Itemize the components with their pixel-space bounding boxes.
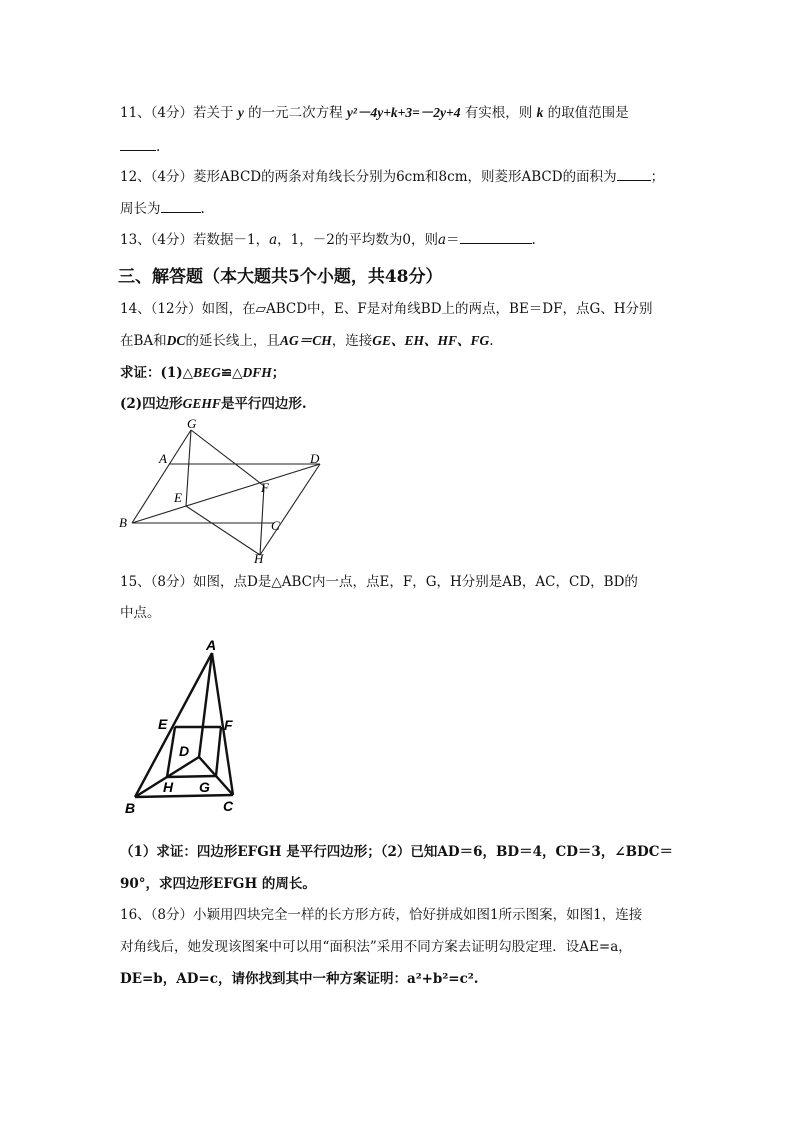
label-F: F [261, 480, 269, 495]
segment-GE [186, 430, 191, 506]
label-B: B [125, 800, 136, 816]
q13-line1: 13、（4分）若数据－1，a，1，－2的平均数为0，则a＝ . [120, 229, 536, 249]
q15-triangle-figure [115, 635, 255, 820]
q14-parallelogram-figure [110, 410, 340, 570]
q14-proof-1: 求证：(1)△BEG≌△DFH； [120, 365, 286, 381]
label-B: B [119, 515, 127, 530]
label-D: D [179, 743, 190, 759]
q12-line2: 周长为 . [120, 198, 205, 218]
label-H: H [163, 779, 174, 795]
label-G: G [187, 416, 197, 431]
q14-line1: 14、（12分）如图，在▱ABCD中，E、F是对角线BD上的两点，BE＝DF，点G、H分别 [120, 301, 653, 317]
segment-FG [191, 430, 264, 486]
label-H: H [254, 551, 264, 566]
label-D: D [310, 451, 320, 466]
q14-line2: 在BA和DC的延长线上，且AG＝CH，连接GE、EH、HF、FG. [120, 333, 494, 349]
segment-DH [260, 464, 320, 555]
label-A: A [159, 451, 167, 466]
q16-line1: 16、（8分）小颖用四块完全一样的长方形方砖，恰好拼成如图1所示图案，如图1，连接 [120, 907, 643, 923]
q11-line1: 11、（4分）若关于 y 的一元二次方程 y²－4y+k+3=－2y+4 有实根，则 k 的取值范围是 [120, 105, 629, 121]
q11-line2: . [120, 136, 160, 156]
q15-line1: 15、（8分）如图，点D是△ABC内一点，点E，F，G，H分别是AB，AC，CD，BD的 [120, 574, 638, 590]
label-G: G [199, 779, 210, 795]
label-F: F [224, 717, 233, 733]
q12-perimeter-blank[interactable] [161, 198, 201, 213]
q16-line2: 对角线后，她发现该图案中可以用“面积法”采用不同方案去证明勾股定理．设AE=a， [120, 939, 632, 955]
segment-BG [132, 430, 191, 523]
q12-line1: 12、（4分）菱形ABCD的两条对角线长分别为6cm和8cm，则菱形ABCD的面积为 ； [120, 166, 664, 186]
q15-line2: 中点。 [120, 605, 161, 621]
q16-line3: DE=b，AD=c，请你找到其中一种方案证明：a²+b²=c². [120, 971, 479, 987]
q12-area-blank[interactable] [617, 166, 651, 181]
label-C: C [271, 518, 280, 533]
segment-AD [199, 653, 212, 757]
label-E: E [158, 716, 168, 732]
label-A: A [206, 637, 217, 653]
label-C: C [223, 798, 234, 814]
segment-HG [167, 776, 216, 777]
q11-answer-blank[interactable] [120, 136, 156, 151]
label-E: E [174, 490, 182, 505]
segment-EH [186, 506, 260, 555]
segment-FG [216, 727, 221, 776]
q15-task-line1: （1）求证：四边形EFGH 是平行四边形；（2）已知AD＝6，BD＝4，CD＝3，∠BDC＝ [120, 844, 673, 860]
segment-HF [260, 486, 264, 555]
q14-proof-2: (2)四边形GEHF是平行四边形. [120, 396, 307, 412]
q13-answer-blank[interactable] [460, 229, 532, 244]
segment-BC [135, 795, 233, 797]
q15-task-line2: 90°，求四边形EFGH 的周长。 [120, 876, 316, 892]
section-title: 三、解答题（本大题共5个小题，共48分） [118, 267, 443, 287]
segment-BD [132, 464, 320, 523]
